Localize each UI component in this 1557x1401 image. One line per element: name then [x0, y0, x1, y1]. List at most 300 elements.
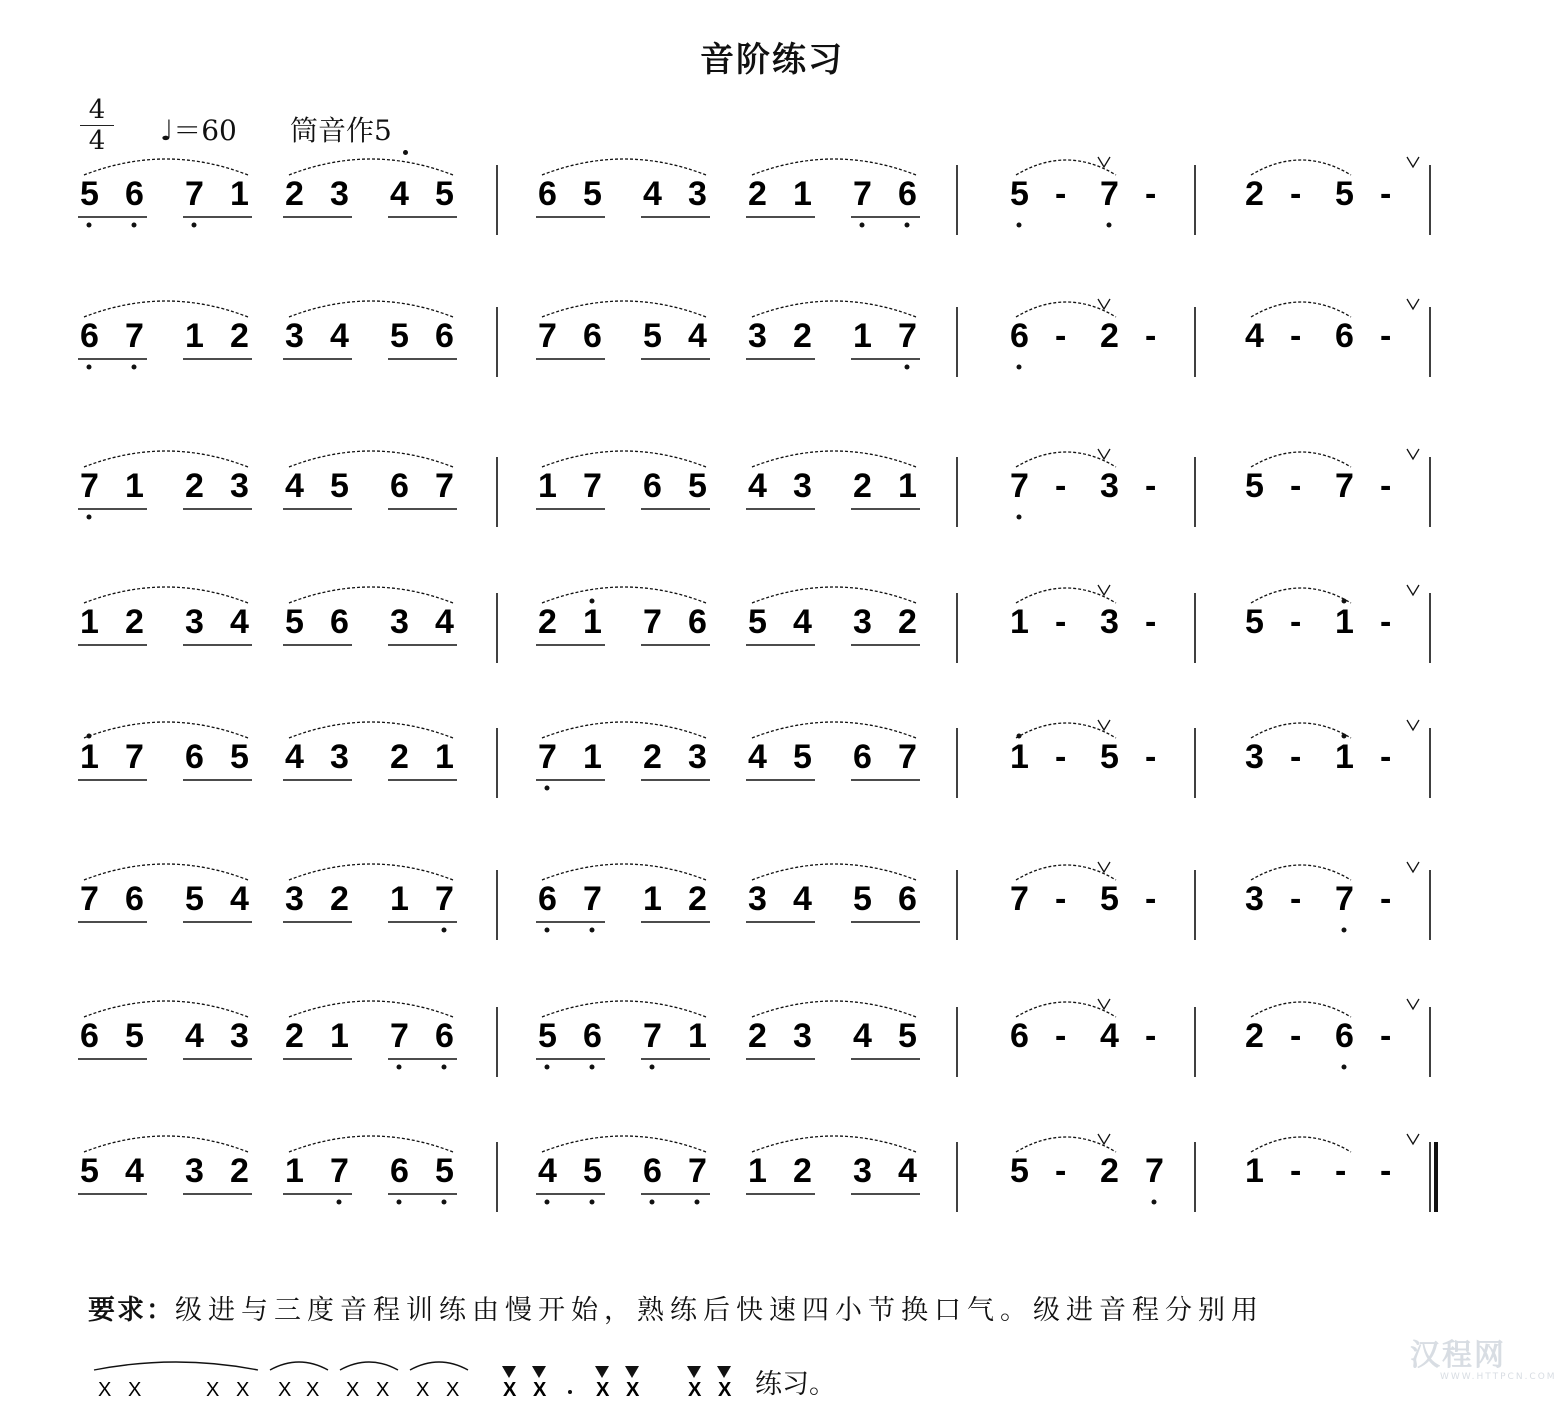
note-row1-m2-1: 5 [583, 175, 602, 213]
note-row7-m2-7: 5 [898, 1017, 917, 1055]
low-octave-dot [442, 1200, 447, 1205]
note-row4-m2-6: 3 [853, 603, 872, 641]
pattern-accented-note: X [533, 1379, 547, 1401]
note-row8-m2-3: 7 [688, 1152, 707, 1190]
slur [289, 1136, 453, 1152]
note-row2-m1-6: 5 [390, 317, 409, 355]
note-row1-m1-2: 7 [185, 175, 204, 213]
note-row2-m1-0: 6 [80, 317, 99, 355]
slur [1251, 865, 1351, 880]
note-row3-m2-4: 4 [748, 467, 767, 505]
note-row6-m2-2: 1 [643, 880, 662, 918]
note-row6-m2-5: 4 [793, 880, 812, 918]
breath-mark [1407, 299, 1419, 309]
note-row4-m3-3: - [1145, 603, 1157, 641]
note-row7-m2-5: 3 [793, 1017, 812, 1055]
slur [542, 587, 706, 603]
note-row6-m1-1: 6 [125, 880, 144, 918]
note-row3-m4-3: - [1380, 467, 1392, 505]
breath-mark [1098, 585, 1110, 595]
slur [542, 301, 706, 317]
slur [1251, 452, 1351, 467]
note-row5-m1-0: 1 [80, 738, 99, 776]
note-row6-m3-1: - [1055, 880, 1067, 918]
note-row1-m1-4: 2 [285, 175, 304, 213]
pattern-x-note: X [376, 1379, 390, 1401]
note-row5-m2-2: 2 [643, 738, 662, 776]
pattern-x-note: X [128, 1379, 142, 1401]
note-row2-m3-1: - [1055, 317, 1067, 355]
note-row4-m1-6: 3 [390, 603, 409, 641]
slur [84, 159, 248, 175]
note-row4-m1-2: 3 [185, 603, 204, 641]
note-row4-m4-2: 1 [1335, 603, 1354, 641]
note-row3-m1-1: 1 [125, 467, 144, 505]
note-row6-m2-4: 3 [748, 880, 767, 918]
note-row3-m1-3: 3 [230, 467, 249, 505]
pattern-slur [340, 1362, 398, 1370]
note-row1-m3-1: - [1055, 175, 1067, 213]
note-row6-m4-3: - [1380, 880, 1392, 918]
slur [84, 587, 248, 603]
slur [84, 1001, 248, 1017]
slur [1251, 588, 1351, 603]
note-row6-m2-7: 6 [898, 880, 917, 918]
low-octave-dot [905, 223, 910, 228]
note-row1-m3-0: 5 [1010, 175, 1029, 213]
note-row1-m3-2: 7 [1100, 175, 1119, 213]
breath-mark [1098, 449, 1110, 459]
slur [84, 722, 248, 738]
note-row8-m1-4: 1 [285, 1152, 304, 1190]
note-row2-m4-3: - [1380, 317, 1392, 355]
note-row3-m2-6: 2 [853, 467, 872, 505]
pattern-accent-mark [687, 1366, 701, 1378]
pattern-x-note: X [206, 1379, 220, 1401]
note-row2-m1-4: 3 [285, 317, 304, 355]
note-row1-m2-5: 1 [793, 175, 812, 213]
note-row1-m3-3: - [1145, 175, 1157, 213]
low-octave-dot [545, 1200, 550, 1205]
slur [542, 451, 706, 467]
note-row1-m2-4: 2 [748, 175, 767, 213]
note-row5-m2-7: 7 [898, 738, 917, 776]
note-row7-m1-4: 2 [285, 1017, 304, 1055]
note-row7-m1-5: 1 [330, 1017, 349, 1055]
note-row2-m4-2: 6 [1335, 317, 1354, 355]
note-row4-m1-7: 4 [435, 603, 454, 641]
slur [542, 1136, 706, 1152]
note-row6-m1-3: 4 [230, 880, 249, 918]
note-row8-m2-7: 4 [898, 1152, 917, 1190]
breath-mark [1098, 1134, 1110, 1144]
low-octave-dot [337, 1200, 342, 1205]
pattern-x-note: X [306, 1379, 320, 1401]
breath-mark [1098, 720, 1110, 730]
breath-mark [1407, 585, 1419, 595]
note-row7-m1-0: 6 [80, 1017, 99, 1055]
slur [752, 451, 916, 467]
note-row3-m3-3: - [1145, 467, 1157, 505]
note-row4-m2-7: 2 [898, 603, 917, 641]
note-row4-m2-5: 4 [793, 603, 812, 641]
pattern-accent-mark [595, 1366, 609, 1378]
low-octave-dot [397, 1200, 402, 1205]
low-octave-dot [1342, 928, 1347, 933]
low-octave-dot [87, 365, 92, 370]
note-row7-m1-6: 7 [390, 1017, 409, 1055]
low-octave-dot [545, 928, 550, 933]
note-row2-m3-3: - [1145, 317, 1157, 355]
pattern-accented-note: X [718, 1379, 732, 1401]
note-row5-m1-7: 1 [435, 738, 454, 776]
note-row5-m3-3: - [1145, 738, 1157, 776]
note-row8-m3-1: - [1055, 1152, 1067, 1190]
note-row5-m1-2: 6 [185, 738, 204, 776]
note-row5-m3-1: - [1055, 738, 1067, 776]
note-row5-m3-2: 5 [1100, 738, 1119, 776]
note-row3-m4-1: - [1290, 467, 1302, 505]
slur [289, 864, 453, 880]
note-row6-m2-0: 6 [538, 880, 557, 918]
watermark-logo: 汉程网 [1410, 1338, 1506, 1373]
key-marking: 筒音作5 [290, 114, 392, 147]
note-row4-m4-3: - [1380, 603, 1392, 641]
time-signature-denominator: 4 [88, 126, 106, 156]
note-row5-m4-1: - [1290, 738, 1302, 776]
pattern-accent-mark [532, 1366, 546, 1378]
note-row3-m3-2: 3 [1100, 467, 1119, 505]
note-row8-m3-0: 5 [1010, 1152, 1029, 1190]
note-row5-m1-4: 4 [285, 738, 304, 776]
note-row8-m3-2: 2 [1100, 1152, 1119, 1190]
slur [84, 451, 248, 467]
slur [1251, 160, 1351, 175]
pattern-slur [270, 1362, 328, 1370]
note-row5-m2-1: 1 [583, 738, 602, 776]
note-row6-m2-6: 5 [853, 880, 872, 918]
pattern-slur [410, 1362, 468, 1370]
slur [289, 159, 453, 175]
note-row8-m4-0: 1 [1245, 1152, 1264, 1190]
note-row8-m2-1: 5 [583, 1152, 602, 1190]
note-row8-m2-0: 4 [538, 1152, 557, 1190]
note-row5-m4-0: 3 [1245, 738, 1264, 776]
low-octave-dot [87, 223, 92, 228]
note-row1-m1-5: 3 [330, 175, 349, 213]
note-row7-m4-0: 2 [1245, 1017, 1264, 1055]
pattern-accent-mark [502, 1366, 516, 1378]
note-row8-m1-7: 5 [435, 1152, 454, 1190]
note-row4-m2-4: 5 [748, 603, 767, 641]
slur [752, 1001, 916, 1017]
note-row8-m3-3: 7 [1145, 1152, 1164, 1190]
watermark-url: WWW.HTTPCN.COM [1440, 1372, 1557, 1382]
note-row6-m3-0: 7 [1010, 880, 1029, 918]
note-row3-m2-7: 1 [898, 467, 917, 505]
note-row7-m4-2: 6 [1335, 1017, 1354, 1055]
note-row6-m4-0: 3 [1245, 880, 1264, 918]
note-row8-m2-5: 2 [793, 1152, 812, 1190]
slur [289, 451, 453, 467]
note-row2-m4-1: - [1290, 317, 1302, 355]
note-row3-m2-1: 7 [583, 467, 602, 505]
note-row1-m4-1: - [1290, 175, 1302, 213]
pattern-x-note: X [446, 1379, 460, 1401]
note-row1-m4-0: 2 [1245, 175, 1264, 213]
note-row7-m1-1: 5 [125, 1017, 144, 1055]
low-octave-dot [650, 1065, 655, 1070]
note-row8-m1-5: 7 [330, 1152, 349, 1190]
note-row1-m2-0: 6 [538, 175, 557, 213]
note-row3-m1-2: 2 [185, 467, 204, 505]
low-octave-dot [1017, 223, 1022, 228]
note-row2-m2-1: 6 [583, 317, 602, 355]
note-row7-m3-0: 6 [1010, 1017, 1029, 1055]
note-row4-m3-1: - [1055, 603, 1067, 641]
note-row7-m2-2: 7 [643, 1017, 662, 1055]
low-octave-dot [545, 1065, 550, 1070]
note-row1-m2-2: 4 [643, 175, 662, 213]
note-row8-m1-1: 4 [125, 1152, 144, 1190]
note-row3-m1-0: 7 [80, 467, 99, 505]
note-row3-m4-2: 7 [1335, 467, 1354, 505]
slur [1251, 1137, 1351, 1152]
note-row4-m1-3: 4 [230, 603, 249, 641]
note-row2-m3-0: 6 [1010, 317, 1029, 355]
note-row2-m2-6: 1 [853, 317, 872, 355]
note-row4-m2-2: 7 [643, 603, 662, 641]
note-row2-m1-5: 4 [330, 317, 349, 355]
note-row4-m1-5: 6 [330, 603, 349, 641]
note-row4-m4-0: 5 [1245, 603, 1264, 641]
practice-text: 练习。 [755, 1369, 836, 1400]
note-row6-m1-4: 3 [285, 880, 304, 918]
pattern-accent-mark [717, 1366, 731, 1378]
rhythm-pattern-figure [88, 1352, 1088, 1401]
note-row5-m1-5: 3 [330, 738, 349, 776]
breath-mark [1407, 862, 1419, 872]
note-row8-m1-3: 2 [230, 1152, 249, 1190]
slur [289, 301, 453, 317]
note-row5-m2-4: 4 [748, 738, 767, 776]
note-row6-m2-3: 2 [688, 880, 707, 918]
note-row4-m1-1: 2 [125, 603, 144, 641]
note-row1-m4-2: 5 [1335, 175, 1354, 213]
note-row2-m1-2: 1 [185, 317, 204, 355]
note-row7-m1-3: 3 [230, 1017, 249, 1055]
note-row5-m1-1: 7 [125, 738, 144, 776]
note-row5-m2-6: 6 [853, 738, 872, 776]
note-row4-m2-3: 6 [688, 603, 707, 641]
note-row8-m1-0: 5 [80, 1152, 99, 1190]
time-signature-numerator: 4 [80, 95, 114, 126]
tempo-marking: ♩＝60 [160, 114, 237, 147]
note-row5-m4-3: - [1380, 738, 1392, 776]
note-row3-m2-3: 5 [688, 467, 707, 505]
slur [84, 1136, 248, 1152]
low-octave-dot [695, 1200, 700, 1205]
requirement-label: 要求： [88, 1295, 175, 1326]
note-row2-m2-7: 7 [898, 317, 917, 355]
note-row4-m2-0: 2 [538, 603, 557, 641]
note-row8-m1-6: 6 [390, 1152, 409, 1190]
low-octave-dot [650, 1200, 655, 1205]
note-row2-m1-7: 6 [435, 317, 454, 355]
note-row3-m4-0: 5 [1245, 467, 1264, 505]
note-row6-m1-7: 7 [435, 880, 454, 918]
note-row3-m1-5: 5 [330, 467, 349, 505]
note-row2-m3-2: 2 [1100, 317, 1119, 355]
note-row8-m2-2: 6 [643, 1152, 662, 1190]
note-row2-m2-3: 4 [688, 317, 707, 355]
note-row5-m2-0: 7 [538, 738, 557, 776]
note-row8-m2-4: 1 [748, 1152, 767, 1190]
slur [84, 864, 248, 880]
note-row2-m1-1: 7 [125, 317, 144, 355]
note-row3-m3-1: - [1055, 467, 1067, 505]
slur [542, 159, 706, 175]
note-row1-m2-6: 7 [853, 175, 872, 213]
pattern-x-note: X [98, 1379, 112, 1401]
note-row6-m1-6: 1 [390, 880, 409, 918]
slur [752, 722, 916, 738]
pattern-x-note: X [416, 1379, 430, 1401]
note-row1-m1-6: 4 [390, 175, 409, 213]
pattern-x-note: X [278, 1379, 292, 1401]
breath-mark [1407, 449, 1419, 459]
note-row7-m4-3: - [1380, 1017, 1392, 1055]
breath-mark [1407, 1134, 1419, 1144]
note-row4-m3-0: 1 [1010, 603, 1029, 641]
slur [289, 1001, 453, 1017]
note-row6-m1-2: 5 [185, 880, 204, 918]
low-octave-dot [132, 365, 137, 370]
slur [1251, 723, 1351, 738]
slur [1251, 1002, 1351, 1017]
note-row3-m2-5: 3 [793, 467, 812, 505]
note-row3-m1-7: 7 [435, 467, 454, 505]
low-octave-dot [860, 223, 865, 228]
low-octave-dot [590, 1065, 595, 1070]
pattern-accented-note: X [503, 1379, 517, 1401]
note-row3-m1-4: 4 [285, 467, 304, 505]
slur [542, 722, 706, 738]
low-octave-dot [905, 365, 910, 370]
note-row4-m2-1: 1 [583, 603, 602, 641]
note-row7-m1-7: 6 [435, 1017, 454, 1055]
note-row2-m2-0: 7 [538, 317, 557, 355]
low-octave-dot [132, 223, 137, 228]
low-octave-dot [442, 1065, 447, 1070]
low-octave-dot [397, 1065, 402, 1070]
pattern-accent-mark [625, 1366, 639, 1378]
note-row1-m1-0: 5 [80, 175, 99, 213]
low-octave-dot [1017, 365, 1022, 370]
low-octave-dot [442, 928, 447, 933]
note-row3-m2-0: 1 [538, 467, 557, 505]
note-row8-m2-6: 3 [853, 1152, 872, 1190]
pattern-x-note: X [236, 1379, 250, 1401]
pattern-x-note: X [346, 1379, 360, 1401]
slur [752, 1136, 916, 1152]
note-row6-m2-1: 7 [583, 880, 602, 918]
note-row7-m2-4: 2 [748, 1017, 767, 1055]
pattern-accented-note: X [596, 1379, 610, 1401]
note-row1-m1-3: 1 [230, 175, 249, 213]
breath-mark [1098, 999, 1110, 1009]
low-octave-dot [545, 786, 550, 791]
low-octave-dot [590, 928, 595, 933]
pattern-dot [568, 1390, 572, 1394]
note-row3-m3-0: 7 [1010, 467, 1029, 505]
note-row1-m1-7: 5 [435, 175, 454, 213]
breath-mark [1098, 157, 1110, 167]
slur [752, 301, 916, 317]
low-octave-dot [1107, 223, 1112, 228]
note-row1-m4-3: - [1380, 175, 1392, 213]
note-row6-m1-0: 7 [80, 880, 99, 918]
slur [752, 159, 916, 175]
note-row1-m1-1: 6 [125, 175, 144, 213]
note-row5-m4-2: 1 [1335, 738, 1354, 776]
note-row3-m2-2: 6 [643, 467, 662, 505]
note-row5-m2-5: 5 [793, 738, 812, 776]
breath-mark [1407, 157, 1419, 167]
slur [752, 864, 916, 880]
slur [1251, 302, 1351, 317]
note-row3-m1-6: 6 [390, 467, 409, 505]
pattern-accented-note: X [688, 1379, 702, 1401]
slur [84, 301, 248, 317]
note-row1-m2-7: 6 [898, 175, 917, 213]
pattern-slur [94, 1362, 258, 1370]
note-row6-m4-1: - [1290, 880, 1302, 918]
requirement-body: 级进与三度音程训练由慢开始，熟练后快速四小节换口气。级进音程分别用 [175, 1295, 1264, 1326]
note-row7-m2-6: 4 [853, 1017, 872, 1055]
note-row6-m4-2: 7 [1335, 880, 1354, 918]
note-row7-m2-3: 1 [688, 1017, 707, 1055]
note-row7-m3-1: - [1055, 1017, 1067, 1055]
low-octave-dot [1017, 515, 1022, 520]
breath-mark [1098, 299, 1110, 309]
note-row7-m2-1: 6 [583, 1017, 602, 1055]
note-row5-m1-3: 5 [230, 738, 249, 776]
note-row2-m4-0: 4 [1245, 317, 1264, 355]
note-row1-m2-3: 3 [688, 175, 707, 213]
note-row2-m2-4: 3 [748, 317, 767, 355]
note-row4-m1-4: 5 [285, 603, 304, 641]
breath-mark [1098, 862, 1110, 872]
note-row8-m4-3: - [1380, 1152, 1392, 1190]
note-row7-m2-0: 5 [538, 1017, 557, 1055]
high-octave-dot [590, 599, 595, 604]
note-row7-m3-2: 4 [1100, 1017, 1119, 1055]
note-row4-m3-2: 3 [1100, 603, 1119, 641]
note-row6-m3-3: - [1145, 880, 1157, 918]
requirement-text [88, 1288, 1264, 1327]
note-row8-m4-2: - [1335, 1152, 1347, 1190]
note-row8-m1-2: 3 [185, 1152, 204, 1190]
note-row7-m3-3: - [1145, 1017, 1157, 1055]
low-octave-dot [192, 223, 197, 228]
low-octave-dot [1152, 1200, 1157, 1205]
page-title: 音阶练习 [700, 40, 844, 80]
note-row2-m2-5: 2 [793, 317, 812, 355]
slur [542, 1001, 706, 1017]
note-row5-m2-3: 3 [688, 738, 707, 776]
low-octave-dot [87, 515, 92, 520]
